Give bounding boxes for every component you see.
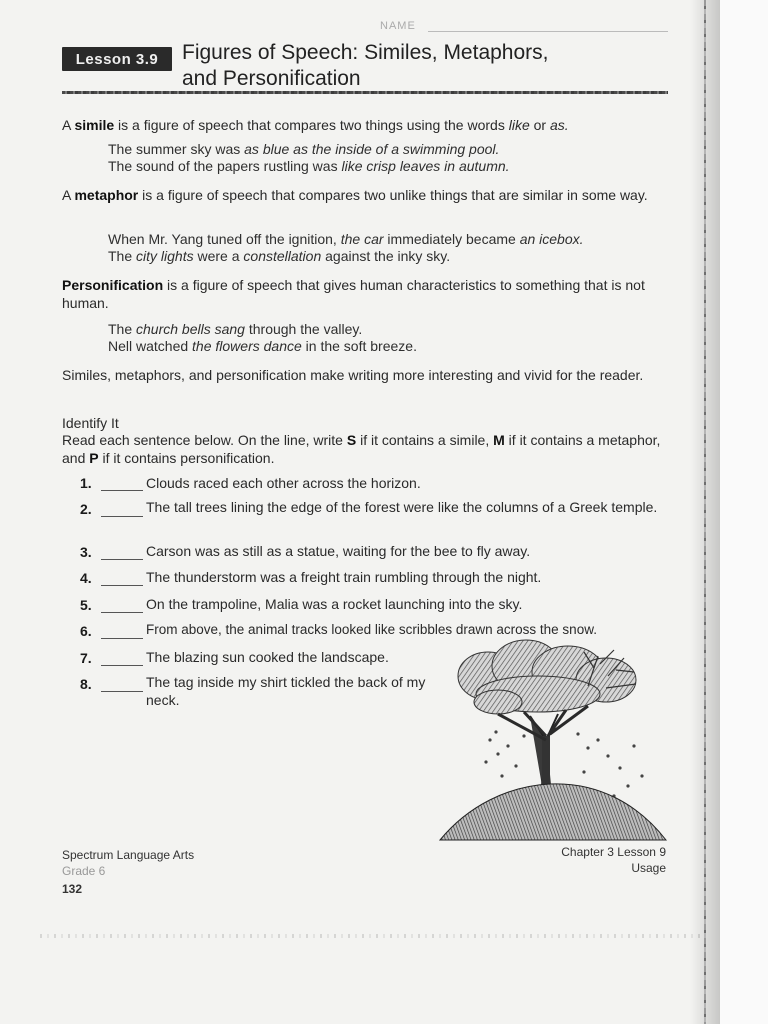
pers-ex2-c: in the soft breeze. bbox=[301, 338, 417, 354]
title-line-1: Figures of Speech: Similes, Metaphors, bbox=[182, 41, 549, 64]
footer-section: Usage bbox=[631, 861, 666, 875]
instr-part-3: if it contains a metaphor, and bbox=[62, 432, 661, 466]
identify-heading: Identify It bbox=[62, 415, 119, 431]
pers-ex2-b: the flowers dance bbox=[192, 338, 302, 354]
answer-blank[interactable] bbox=[101, 651, 143, 666]
answer-blank[interactable] bbox=[101, 624, 143, 639]
simile-or: or bbox=[529, 117, 550, 133]
title-divider bbox=[62, 91, 668, 94]
question-text: The thunderstorm was a freight train rumbling through the night. bbox=[146, 569, 542, 585]
hill bbox=[440, 784, 666, 840]
simile-ex2-italic: like crisp leaves in autumn. bbox=[341, 158, 510, 174]
metaphor-ex2-a: The bbox=[108, 248, 137, 264]
question-number: 2. bbox=[80, 501, 92, 517]
name-label: NAME bbox=[380, 20, 416, 32]
instr-code-m: M bbox=[493, 432, 505, 448]
metaphor-ex2-d: constellation bbox=[243, 248, 322, 264]
question-number: 6. bbox=[80, 623, 92, 639]
simile-example-2 bbox=[108, 157, 678, 175]
simile-word-as: as. bbox=[549, 117, 569, 133]
personification-rest: is a figure of speech that gives human characteristics to something that is not human. bbox=[62, 277, 645, 311]
metaphor-ex1-d: an icebox. bbox=[519, 231, 584, 247]
identify-instructions bbox=[62, 431, 677, 467]
question-number: 7. bbox=[80, 650, 92, 666]
metaphor-ex1-c: immediately became bbox=[383, 231, 520, 247]
tree-on-hill-illustration bbox=[438, 636, 668, 842]
page-title bbox=[182, 40, 682, 92]
page-number: 132 bbox=[62, 882, 83, 896]
instr-code-s: S bbox=[346, 432, 357, 448]
personification-definition bbox=[62, 276, 652, 312]
metaphor-ex2-b: city lights bbox=[136, 248, 194, 264]
metaphor-ex2-c: were a bbox=[193, 248, 244, 264]
metaphor-example-2 bbox=[108, 247, 678, 265]
question-text: On the trampoline, Malia was a rocket launching into the sky. bbox=[146, 596, 523, 612]
metaphor-ex2-e: against the inky sky. bbox=[321, 248, 451, 264]
footer-grade: Grade 6 bbox=[62, 864, 106, 878]
summary-paragraph: Similes, metaphors, and personification make writing more interesting and vivid for the reader. bbox=[62, 367, 644, 383]
metaphor-pre: A bbox=[62, 187, 75, 203]
question-text: Carson was as still as a statue, waiting for the bee to fly away. bbox=[146, 543, 531, 559]
simile-ex1-italic: as blue as the inside of a swimming pool. bbox=[244, 141, 500, 157]
page-margin-right bbox=[720, 0, 768, 1024]
metaphor-rest: is a figure of speech that compares two unlike things that are similar in some way. bbox=[138, 187, 648, 203]
metaphor-ex1-a: When Mr. Yang tuned off the ignition, bbox=[108, 231, 341, 247]
metaphor-definition bbox=[62, 186, 652, 204]
simile-pre: A bbox=[62, 117, 75, 133]
pers-ex2-a: Nell watched bbox=[108, 338, 193, 354]
metaphor-term: metaphor bbox=[74, 187, 139, 203]
personification-example-2 bbox=[108, 337, 678, 355]
question-text: The tag inside my shirt tickled the back of my neck. bbox=[146, 674, 426, 708]
footer-book-title: Spectrum Language Arts bbox=[62, 848, 195, 862]
pers-ex1-c: through the valley. bbox=[244, 321, 363, 337]
instr-code-p: P bbox=[89, 450, 99, 466]
answer-blank[interactable] bbox=[101, 476, 143, 491]
question-text: The blazing sun cooked the landscape. bbox=[146, 649, 389, 665]
answer-blank[interactable] bbox=[101, 571, 143, 586]
simile-word-like: like bbox=[508, 117, 530, 133]
title-line-2: and Personification bbox=[182, 67, 361, 90]
personification-example-1 bbox=[108, 320, 678, 338]
metaphor-example-1 bbox=[108, 230, 678, 248]
simile-term: simile bbox=[74, 117, 115, 133]
question-number: 3. bbox=[80, 544, 92, 560]
name-underline bbox=[428, 31, 668, 32]
pers-ex1-a: The bbox=[108, 321, 137, 337]
instr-part-1: Read each sentence below. On the line, write bbox=[62, 432, 347, 448]
simile-ex2-plain: The sound of the papers rustling was bbox=[108, 158, 342, 174]
metaphor-ex1-b: the car bbox=[340, 231, 384, 247]
simile-mid: is a figure of speech that compares two things using the words bbox=[114, 117, 509, 133]
instr-part-2: if it contains a simile, bbox=[356, 432, 494, 448]
answer-blank[interactable] bbox=[101, 545, 143, 560]
footer-chapter: Chapter 3 Lesson 9 bbox=[561, 845, 666, 859]
binding-edge bbox=[704, 0, 706, 1024]
question-number: 4. bbox=[80, 570, 92, 586]
question-number: 5. bbox=[80, 597, 92, 613]
scan-artifact bbox=[40, 934, 700, 938]
question-text: From above, the animal tracks looked like scribbles drawn across the snow. bbox=[146, 622, 597, 637]
tree-trunk bbox=[498, 706, 588, 788]
simile-example-1 bbox=[108, 140, 678, 158]
question-text: Clouds raced each other across the horizon. bbox=[146, 475, 421, 491]
pers-ex1-b: church bells sang bbox=[136, 321, 245, 337]
simile-definition bbox=[62, 116, 672, 134]
simile-ex1-plain: The summer sky was bbox=[108, 141, 245, 157]
instr-part-4: if it contains personification. bbox=[98, 450, 275, 466]
answer-blank[interactable] bbox=[101, 598, 143, 613]
lesson-badge: Lesson 3.9 bbox=[62, 47, 172, 71]
tree-canopy bbox=[458, 640, 636, 714]
answer-blank[interactable] bbox=[101, 677, 143, 692]
question-text: The tall trees lining the edge of the forest were like the columns of a Greek temple. bbox=[146, 499, 658, 515]
question-number: 1. bbox=[80, 475, 92, 491]
answer-blank[interactable] bbox=[101, 502, 143, 517]
name-field[interactable] bbox=[380, 20, 670, 36]
question-number: 8. bbox=[80, 676, 92, 692]
personification-term: Personification bbox=[62, 277, 164, 293]
